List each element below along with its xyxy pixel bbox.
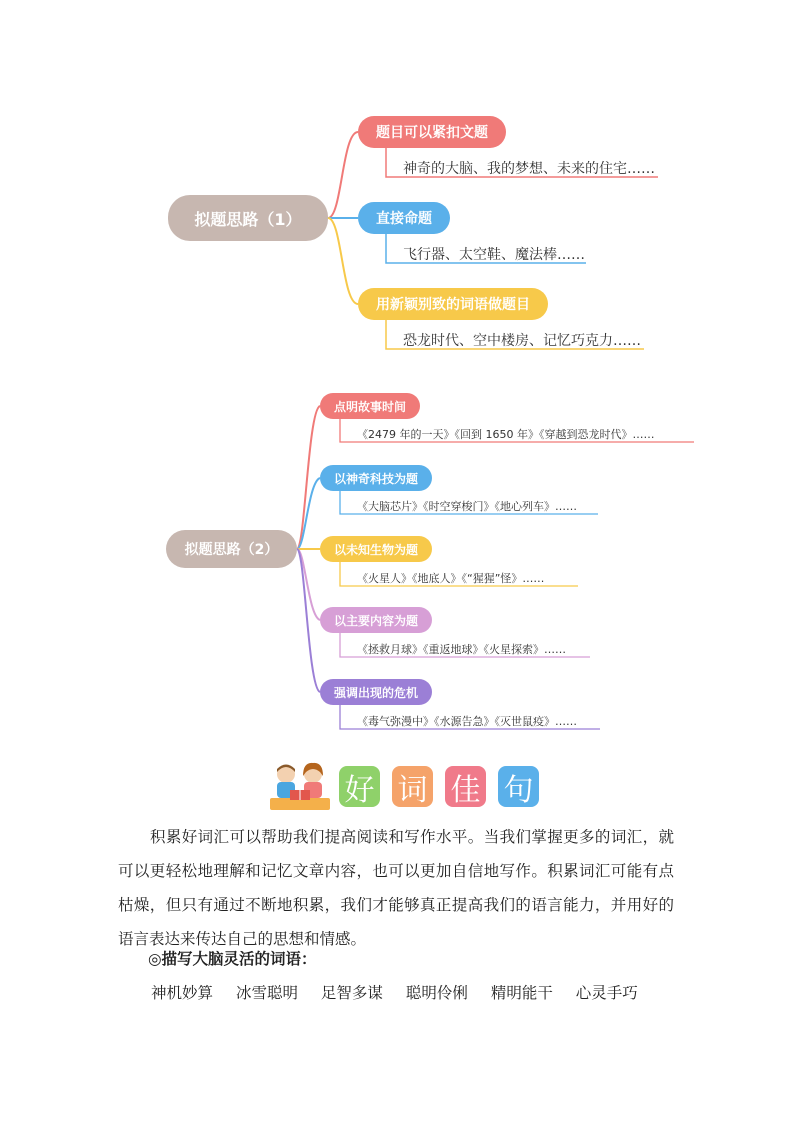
mindmap-2-detail-4: 《拯救月球》《重返地球》《火星探索》…… — [357, 643, 566, 656]
mindmap-2-detail-2: 《大脑芯片》《时空穿梭门》《地心列车》…… — [357, 500, 577, 513]
mindmap-1-detail-2: 飞行器、太空鞋、魔法棒…… — [403, 247, 585, 263]
mindmap-1-branch-2: 直接命题 — [358, 202, 450, 234]
mindmap-2-branch-5: 强调出现的危机 — [320, 679, 432, 705]
word-item: 精明能干 — [490, 984, 553, 1002]
intro-paragraph: 积累好词汇可以帮助我们提高阅读和写作水平。当我们掌握更多的词汇，就可以更轻松地理解和记忆文章内容，也可以更加自信地写作。积累词汇可能有点枯燥，但只有通过不断地积累，我们才能够真正提高我们的语言能力，并用好的语言表达来传达自己的思想和情感。 — [118, 828, 674, 948]
mindmap-1-branch-3: 用新颖别致的词语做题目 — [358, 288, 548, 320]
mindmap-2-branch-2: 以神奇科技为题 — [320, 465, 432, 491]
mindmap-1-root: 拟题思路（1） — [168, 195, 328, 241]
banner-char-3: 佳 — [445, 766, 486, 807]
word-item: 神机妙算 — [151, 984, 214, 1002]
mindmap-2-detail-5: 《毒气弥漫中》《水源告急》《灭世鼠疫》…… — [357, 715, 577, 728]
word-item: 足智多谋 — [320, 984, 383, 1002]
mindmap-2-root: 拟题思路（2） — [166, 530, 297, 568]
mindmap-2-branch-3: 以未知生物为题 — [320, 536, 432, 562]
mindmap-2-branch-4: 以主要内容为题 — [320, 607, 432, 633]
mindmap-1-branch-1: 题目可以紧扣文题 — [358, 116, 506, 148]
mindmap-2-detail-3: 《火星人》《地底人》《“猩猩”怪》…… — [357, 572, 545, 585]
banner-char-4: 句 — [498, 766, 539, 807]
banner-char-1: 好 — [339, 766, 380, 807]
section-heading: ◎描写大脑灵活的词语： — [148, 950, 317, 968]
word-item: 心灵手巧 — [575, 984, 638, 1002]
mindmap-2-branch-1: 点明故事时间 — [320, 393, 420, 419]
banner-char-2: 词 — [392, 766, 433, 807]
mindmap-1-detail-3: 恐龙时代、空中楼房、记忆巧克力…… — [403, 333, 641, 349]
word-list — [151, 981, 656, 1003]
reading-kids-illustration — [268, 760, 332, 812]
mindmap-2-detail-1: 《2479 年的一天》《回到 1650 年》《穿越到恐龙时代》…… — [357, 428, 655, 441]
word-item: 冰雪聪明 — [235, 984, 298, 1002]
mindmap-1-detail-1: 神奇的大脑、我的梦想、未来的住宅…… — [403, 161, 655, 177]
word-item: 聪明伶俐 — [405, 984, 468, 1002]
